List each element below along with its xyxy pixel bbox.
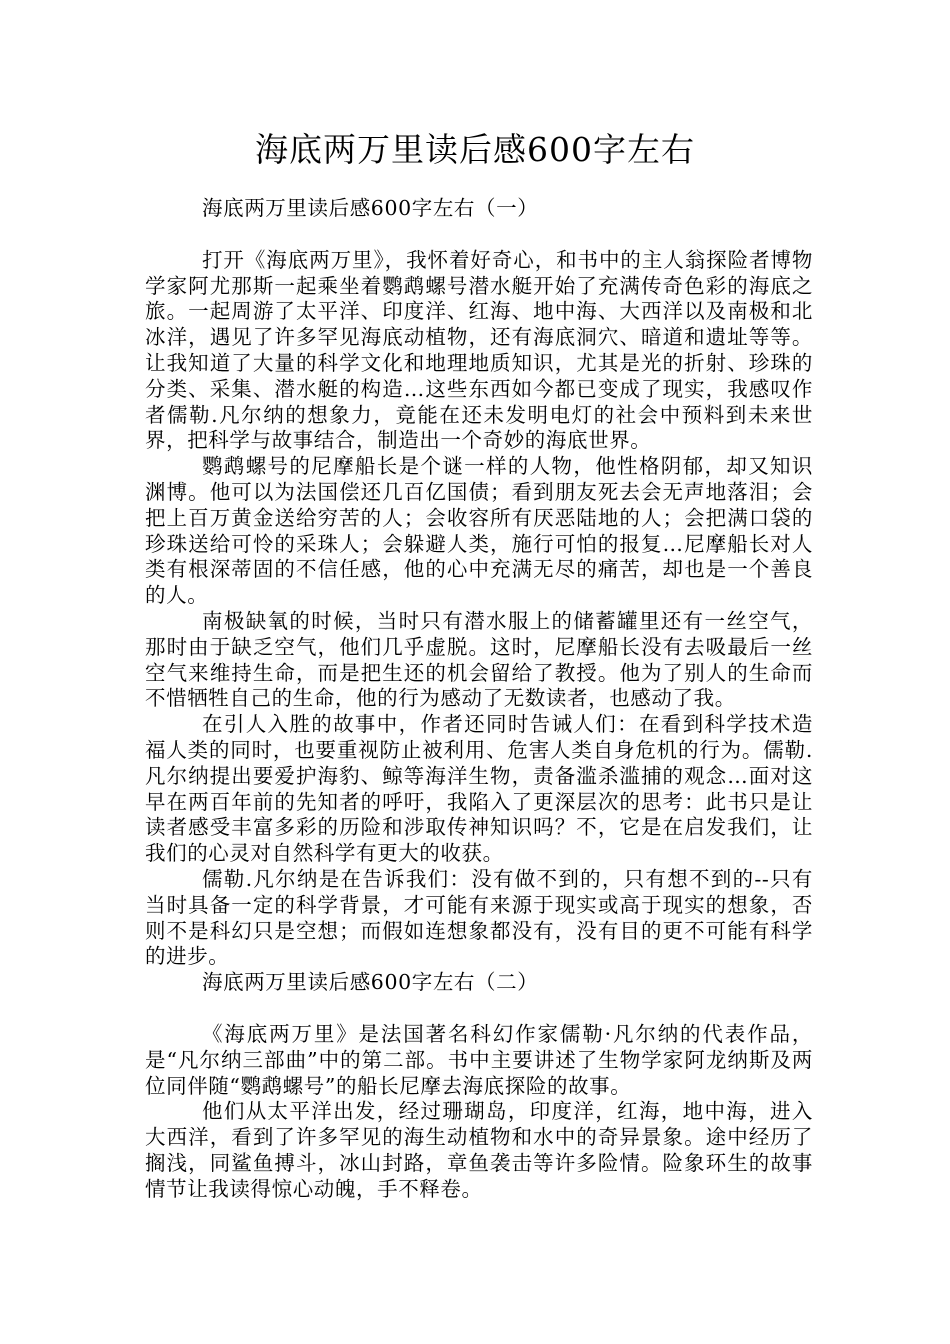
section-heading-2: 海底两万里读后感600字左右（二） (202, 970, 539, 995)
section-heading-1: 海底两万里读后感600字左右（一） (202, 196, 539, 220)
paragraph: 在引人入胜的故事中，作者还同时告诫人们：在看到科学技术造福人类的同时，也要重视防止被利用、危害人类自身危机的行为。儒勒.凡尔纳提出要爱护海豹、鲸等海洋生物，责备滥杀滥捕的观念…面对这早在两百年前的先知者的呼吁，我陷入了更深层次的思考：此书只是让读者感受丰富多彩的历险和涉取传神知识吗？不，它是在启发我们，让我们的心灵对自然科学有更大的收获。 (145, 712, 813, 866)
document-title: 海底两万里读后感600字左右 (255, 130, 695, 169)
paragraph: 鹦鹉螺号的尼摩船长是个谜一样的人物，他性格阴郁，却又知识渊博。他可以为法国偿还几百亿国债；看到朋友死去会无声地落泪；会把上百万黄金送给穷苦的人；会收容所有厌恶陆地的人；会把满口袋的珍珠送给可怜的采珠人；会躲避人类，施行可怕的报复…尼摩船长对人类有根深蒂固的不信任感，他的心中充满无尽的痛苦，却也是一个善良的人。 (145, 454, 813, 608)
paragraph: 儒勒.凡尔纳是在告诉我们：没有做不到的，只有想不到的--只有当时具备一定的科学背景，才可能有来源于现实或高于现实的想象，否则不是科幻只是空想；而假如连想象都没有，没有目的更不可能有科学的进步。 (145, 866, 813, 969)
document-body (145, 196, 813, 1202)
paragraph: 打开《海底两万里》，我怀着好奇心，和书中的主人翁探险者博物学家阿尤那斯一起乘坐着鹦鹉螺号潜水艇开始了充满传奇色彩的海底之旅。一起周游了太平洋、印度洋、红海、地中海、大西洋以及南极和北冰洋，遇见了许多罕见海底动植物，还有海底洞穴、暗道和遗址等等。让我知道了大量的科学文化和地理地质知识，尤其是光的折射、珍珠的分类、采集、潜水艇的构造…这些东西如今都已变成了现实，我感叹作者儒勒.凡尔纳的想象力，竟能在还未发明电灯的社会中预料到未来世界，把科学与故事结合，制造出一个奇妙的海底世界。 (145, 247, 813, 453)
paragraph: 《海底两万里》是法国著名科幻作家儒勒·凡尔纳的代表作品，是“凡尔纳三部曲”中的第二部。书中主要讲述了生物学家阿龙纳斯及两位同伴随“鹦鹉螺号”的船长尼摩去海底探险的故事。 (145, 1021, 813, 1098)
paragraph: 南极缺氧的时候，当时只有潜水服上的储蓄罐里还有一丝空气，那时由于缺乏空气，他们几乎虚脱。这时，尼摩船长没有去吸最后一丝空气来维持生命，而是把生还的机会留给了教授。他为了别人的生命而不惜牺牲自己的生命，他的行为感动了无数读者，也感动了我。 (145, 608, 813, 711)
paragraph: 他们从太平洋出发，经过珊瑚岛，印度洋，红海，地中海，进入大西洋，看到了许多罕见的海生动植物和水中的奇异景象。途中经历了搁浅，同鲨鱼搏斗，冰山封路，章鱼袭击等许多险情。险象环生的故事情节让我读得惊心动魄，手不释卷。 (145, 1099, 813, 1201)
